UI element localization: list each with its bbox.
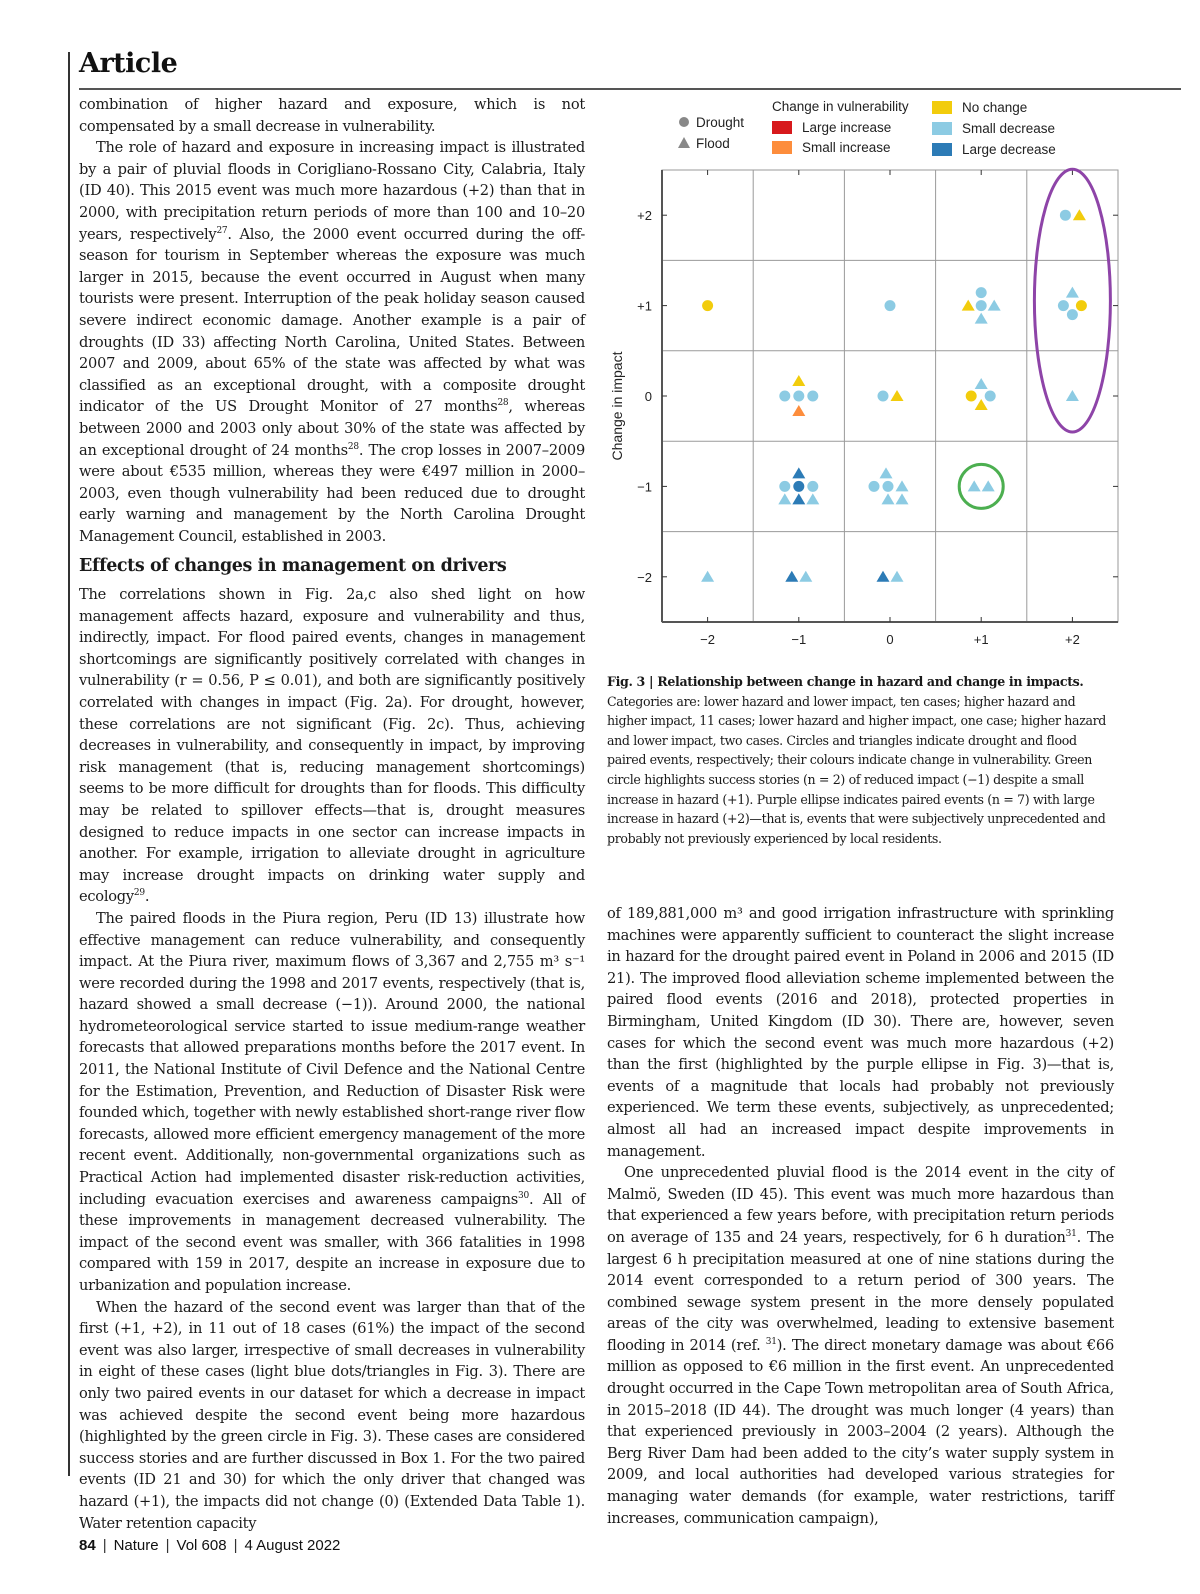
drought-point-small-decrease [1060, 210, 1071, 221]
drought-point-small-decrease [793, 391, 804, 402]
legend-color-label: No change [962, 100, 1028, 115]
paragraph-text: The role of hazard and exposure in increasing impact is illustrated by a pair of pluvial floods in Corigliano-Rossano City, Calabria, Italy (ID 40). This 2015 event was much more hazardous (+2) than that in 2000, with precipitation return periods of more than 100 and 10–20 years, respectively [79, 139, 585, 243]
flood-point-small-decrease [982, 480, 995, 491]
paragraph-text: , whereas between 2000 and 2003 only about 30% of the state was affected by an exceptional drought of 24 months [79, 398, 586, 459]
reference-superscript[interactable]: 30 [518, 1190, 529, 1201]
flood-point-large-decrease [877, 571, 890, 582]
reference-superscript[interactable]: 31 [765, 1337, 777, 1348]
flood-point-small-decrease [799, 571, 812, 582]
y-axis-label: Change in impact [609, 351, 625, 461]
flood-point-no-change [792, 375, 805, 386]
paragraph-text: combination of higher hazard and exposure, which is not compensated by a small decrease in vulnerability. [79, 96, 585, 135]
flood-point-small-decrease [1066, 390, 1079, 401]
caption-title: Fig. 3 | Relationship between change in hazard and change in impacts. [607, 674, 1084, 689]
flood-point-small-decrease [896, 480, 909, 491]
legend-flood-triangle-icon [678, 137, 690, 148]
legend-swatch-small-decrease [932, 122, 952, 135]
left-column-upper [79, 94, 585, 547]
issue-date: 4 August 2022 [244, 1537, 341, 1554]
legend-swatch-large-decrease [932, 143, 952, 156]
drought-point-small-decrease [1058, 300, 1069, 311]
paragraph-text: . The largest 6 h precipitation measured at one of nine stations during the 2014 event corresponded to a return period of 300 years. The combined sewage system present in the more densely populated areas of the city was overwhelmed, leading to extensive basement flooding in 2014 (ref. [607, 1228, 1114, 1354]
right-column-lower [607, 903, 1114, 1529]
drought-point-small-decrease [985, 391, 996, 402]
footer-separator: | [233, 1537, 238, 1554]
flood-point-no-change [962, 300, 975, 311]
paragraph-text: When the hazard of the second event was larger than that of the first (+1, +2), in 11 out of 18 cases (61%) the impact of the second event was also larger, irrespective of small decreases in vulnerability in eight of these cases (light blue dots/triangles in Fig. 3). There are only two paired events in our dataset for which a decrease in impact was achieved despite the second event being more hazardous (highlighted by the green circle in Fig. 3). These cases are considered success stories and are further discussed in Box 1. For the two paired events (ID 21 and 30) for which the only driver that changed was hazard (+1), the impacts did not change (0) (Extended Data Table 1). Water retention capacity [79, 1298, 585, 1532]
paragraph-text: One unprecedented pluvial flood is the 2014 event in the city of Malmö, Sweden (ID 45). This event was much more hazardous than that experienced a few years before, with precipitation return periods on average of 135 and 24 years, respectively, for 6 h duration [607, 1164, 1114, 1246]
flood-point-small-decrease [1066, 287, 1079, 298]
reference-superscript[interactable]: 28 [347, 441, 359, 452]
chart-points [701, 209, 1087, 582]
x-tick-label: +1 [973, 632, 989, 647]
reference-superscript[interactable]: 27 [216, 225, 228, 236]
paragraph [79, 137, 585, 547]
margin-rule [68, 52, 70, 1476]
flood-point-large-decrease [792, 467, 805, 478]
caption-text: Categories are: lower hazard and lower impact, ten cases; higher hazard and higher impact, 11 cases; lower hazard and higher impact, one case; higher hazard and lower impact, two cases. Circles and triangles indicate drought and flood paired events, respectively; their colours indicate change in vulnerability. Green circle highlights success stories (n = 2) of reduced impact (−1) despite a small increase in hazard (+1). Purple ellipse indicates paired events (n = 7) with large increase in hazard (+2)—that is, events that were subjectively unprecedented and probably not previously experienced by local residents. [607, 693, 1107, 846]
legend-color-label: Small decrease [962, 121, 1056, 136]
paragraph-text: The correlations shown in Fig. 2a,c also shed light on how management affects hazard, exposure and vulnerability and thus, indirectly, impact. For flood paired events, changes in management shortcomings are significantly positively correlated with changes in vulnerability (r = 0.56, P ≤ 0.01), and both are significantly positively correlated with changes in impact (Fig. 2a). For drought, however, these correlations are not significant (Fig. 2c). Thus, achieving decreases in vulnerability, and consequently in impact, by improving risk management (that is, reducing management shortcomings) seems to be more difficult for droughts than for floods. This difficulty may be related to spillover effects—that is, drought measures designed to reduce impacts in one sector can increase impacts in another. For example, irrigation to alleviate drought in agriculture may increase drought impacts on drinking water supply and ecology [79, 586, 585, 906]
scatter-chart [600, 92, 1140, 660]
drought-point-small-decrease [807, 481, 818, 492]
drought-point-large-decrease [793, 481, 804, 492]
legend-color-title: Change in vulnerability [772, 99, 909, 114]
flood-point-small-decrease [968, 480, 981, 491]
flood-point-small-decrease [988, 300, 1001, 311]
footer-separator: | [102, 1537, 107, 1554]
paragraph [607, 1162, 1114, 1529]
flood-point-small-decrease [975, 313, 988, 324]
y-tick-label: −1 [637, 479, 652, 495]
legend-color-label: Large increase [802, 120, 892, 135]
left-column-lower [79, 584, 585, 1534]
drought-point-small-decrease [807, 391, 818, 402]
paragraph-text: of 189,881,000 m³ and good irrigation infrastructure with sprinkling machines were apparently sufficient to counteract the slight increase in hazard for the drought paired event in Poland in 2006 and 2015 (ID 21). The improved flood alleviation scheme implemented between the paired flood events (2016 and 2018), protected properties in Birmingham, United Kingdom (ID 30). There are, however, seven cases for which the second event was much more hazardous (+2) than the first (highlighted by the purple ellipse in Fig. 3)—that is, events of a magnitude that locals had probably not previously experienced. We term these events, subjectively, as unprecedented; almost all had an increased impact despite improvements in management. [607, 905, 1114, 1160]
journal-name: Nature [113, 1537, 159, 1554]
legend-color-label: Small increase [802, 140, 891, 155]
legend-swatch-small-increase [772, 141, 792, 154]
x-tick-label: −1 [791, 632, 807, 647]
footer-separator: | [165, 1537, 170, 1554]
flood-point-no-change [1073, 209, 1086, 220]
drought-point-no-change [702, 300, 713, 311]
x-tick-label: +2 [1064, 632, 1080, 647]
section-heading: Effects of changes in management on drivers [79, 556, 507, 576]
figure-3 [600, 92, 1140, 660]
flood-point-large-decrease [785, 571, 798, 582]
y-tick-label: +1 [637, 298, 652, 314]
legend-swatch-no-change [932, 101, 952, 114]
y-tick-label: −2 [637, 569, 652, 585]
paragraph [79, 908, 585, 1297]
drought-point-small-decrease [878, 391, 889, 402]
journal-volume: Vol 608 [176, 1537, 227, 1554]
x-tick-label: −2 [700, 632, 716, 647]
legend-swatch-large-increase [772, 121, 792, 134]
paragraph [79, 584, 585, 908]
reference-superscript[interactable]: 28 [497, 398, 509, 409]
x-tick-label: 0 [886, 632, 894, 647]
paragraph [607, 903, 1114, 1162]
legend-color-label: Large decrease [962, 142, 1056, 157]
plot-frame [662, 170, 1118, 622]
flood-point-small-decrease [975, 378, 988, 389]
drought-point-small-decrease [976, 287, 987, 298]
flood-point-no-change [891, 390, 904, 401]
chart-annotations [959, 169, 1110, 508]
drought-point-small-decrease [1067, 309, 1078, 320]
header-rule [79, 88, 1181, 90]
paragraph [79, 1297, 585, 1535]
drought-point-small-decrease [779, 391, 790, 402]
page-footer [79, 1537, 340, 1554]
paragraph [79, 94, 585, 137]
paragraph-text: . [144, 888, 150, 906]
paragraph-text: . All of these improvements in management decreased vulnerability. The impact of the second event was smaller, with 366 fatalities in 1998 compared with 159 in 2017, despite an increase in exposure due to urbanization and population increase. [79, 1190, 586, 1294]
reference-superscript[interactable]: 31 [1065, 1229, 1077, 1240]
paragraph-text: . The crop losses in 2007–2009 were about €535 million, whereas they were €497 million in 2000–2003, even though vulnerability had been reduced due to drought early warning and management by the North Carolina Drought Management Council, established in 2003. [79, 441, 585, 545]
drought-point-no-change [1076, 300, 1087, 311]
flood-point-large-decrease [792, 493, 805, 504]
chart-legend [678, 99, 1056, 157]
legend-shape-label: Drought [696, 115, 745, 130]
paragraph-text: . Also, the 2000 event occurred during the off-season for tourism in September whereas the exposure was much larger in 2015, because the event occurred in August when many tourists were present. Interruption of the peak holiday season caused severe indirect economic damage. Another example is a pair of droughts (ID 33) affecting North Carolina, United States. Between 2007 and 2009, about 65% of the state was affected by what was classified as an exceptional drought, with a composite drought indicator of the US Drought Monitor of 27 months [79, 225, 586, 416]
flood-point-small-decrease [701, 571, 714, 582]
legend-drought-circle-icon [679, 117, 689, 127]
flood-point-small-decrease [778, 493, 791, 504]
paragraph-text: ). The direct monetary damage was about €66 million as opposed to €6 million in the first event. An unprecedented drought occurred in the Cape Town metropolitan area of South Africa, in 2015–2018 (ID 44). The drought was much longer (4 years) than that experienced previously in 2003–2004 (2 years). Although the Berg River Dam had been added to the city’s water supply system in 2009, and local authorities had developed various strategies for managing water demands (for example, water restrictions, tariff increases, communication campaign), [607, 1336, 1115, 1527]
drought-point-small-decrease [976, 300, 987, 311]
drought-point-small-decrease [779, 481, 790, 492]
green-circle-highlight [959, 464, 1003, 508]
flood-point-small-decrease [882, 493, 895, 504]
legend-shape-label: Flood [696, 136, 730, 151]
y-tick-label: 0 [644, 389, 652, 404]
figure-caption [607, 672, 1112, 848]
drought-point-no-change [966, 391, 977, 402]
paragraph-text: The paired floods in the Piura region, Peru (ID 13) illustrate how effective management can reduce vulnerability, and consequently impact. At the Piura river, maximum flows of 3,367 and 2,755 m³ s⁻¹ were recorded during the 1998 and 2017 events, respectively (that is, hazard showed a small decrease (−1)). Around 2000, the national hydrometeorological service started to issue medium-range weather forecasts that allowed preparations months before the 2017 event. In 2011, the National Institute of Civil Defence and the National Centre for the Estimation, Prevention, and Reduction of Disaster Risk were founded which, together with newly established short-range river flow forecasts, allowed more efficient emergency management of the more recent event. Additionally, non-governmental organizations such as Practical Action had implemented disaster risk-reduction activities, including evacuation exercises and awareness campaigns [79, 909, 585, 1208]
flood-point-small-decrease [891, 571, 904, 582]
drought-point-small-decrease [883, 481, 894, 492]
y-tick-label: +2 [637, 208, 652, 224]
chart-grid [662, 170, 1118, 622]
page-number: 84 [79, 1537, 96, 1554]
drought-point-small-decrease [885, 300, 896, 311]
reference-superscript[interactable]: 29 [133, 888, 145, 899]
flood-point-no-change [975, 399, 988, 410]
flood-point-small-increase [792, 405, 805, 416]
drought-point-small-decrease [869, 481, 880, 492]
flood-point-small-decrease [896, 493, 909, 504]
section-label: Article [79, 48, 178, 79]
flood-point-small-decrease [880, 467, 893, 478]
flood-point-small-decrease [806, 493, 819, 504]
